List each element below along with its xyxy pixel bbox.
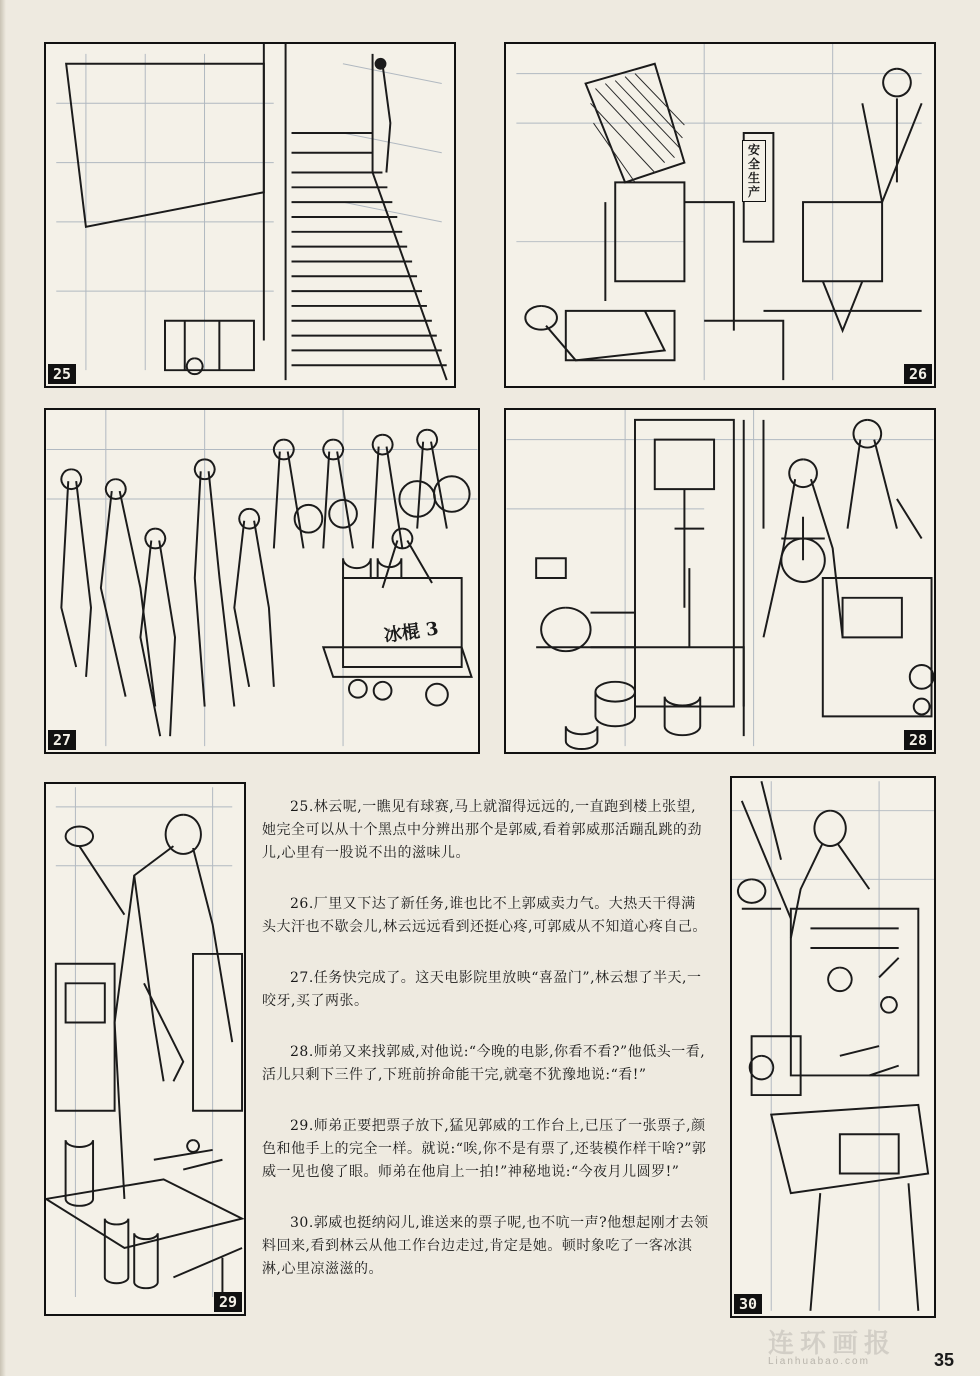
crowd-illustration — [46, 410, 478, 752]
panel-30 — [730, 776, 936, 1318]
caption-28: 28.师弟又来找郭威,对他说:“今晚的电影,你看不看?”他低头一看,活儿只剩下三件了,下班前拚命能干完,就毫不犹豫地说:“看!” — [262, 1044, 706, 1083]
caption-26: 26.厂里又下达了新任务,谁也比不上郭威卖力气。大热天干得满头大汗也不歇会儿,林云远远看到还挺心疼,可郭威从不知道心疼自己。 — [262, 896, 707, 935]
panel-25 — [44, 42, 456, 388]
panel-30-number: 30 — [734, 1294, 762, 1314]
panel-29-number: 29 — [214, 1292, 242, 1312]
cart-sign: 冰棍 3 — [382, 618, 440, 647]
worker-illustration — [46, 784, 244, 1314]
panel-29 — [44, 782, 246, 1316]
safety-sign: 安全生产 — [742, 140, 766, 202]
caption-30: 30.郭威也挺纳闷儿,谁送来的票子呢,也不吭一声?他想起刚才去领料回来,看到林云从他工作台边走过,肯定是她。顿时象吃了一客冰淇淋,心里凉滋滋的。 — [262, 1215, 709, 1277]
caption-25: 25.林云呢,一瞧见有球赛,马上就溜得远远的,一直跑到楼上张望,她完全可以从十个黑点中分辨出那个是郭威,看着郭威那活蹦乱跳的劲儿,心里有一股说不出的滋味儿。 — [262, 799, 702, 861]
page-number: 35 — [934, 1350, 955, 1370]
factory-illustration — [506, 44, 934, 386]
staircase-illustration — [46, 44, 454, 386]
panel-26-number: 26 — [904, 364, 932, 384]
panel-25-number: 25 — [48, 364, 76, 384]
woman-illustration — [732, 778, 934, 1316]
panel-26 — [504, 42, 936, 388]
panel-27 — [44, 408, 480, 754]
panel-27-number: 27 — [48, 730, 76, 750]
panel-28-number: 28 — [904, 730, 932, 750]
caption-block — [262, 796, 710, 1316]
caption-29: 29.师弟正要把票子放下,猛见郭威的工作台上,已压了一张票子,颜色和他手上的完全一样。就说:“唉,你不是有票了,还装模作样干啥?”郭威一见也傻了眼。师弟在他肩上一拍!”神秘地说:“今夜月儿圆罗!” — [262, 1118, 707, 1180]
workshop-illustration — [506, 410, 934, 752]
caption-27: 27.任务快完成了。这天电影院里放映“喜盈门”,林云想了半天,一咬牙,买了两张。 — [262, 970, 702, 1009]
page-binding-edge — [0, 0, 6, 1376]
watermark-cn: 连环画报 — [768, 1328, 897, 1358]
watermark-url: Lianhuabao.com — [768, 1356, 870, 1367]
panel-28 — [504, 408, 936, 754]
publisher-watermark — [768, 1330, 938, 1372]
